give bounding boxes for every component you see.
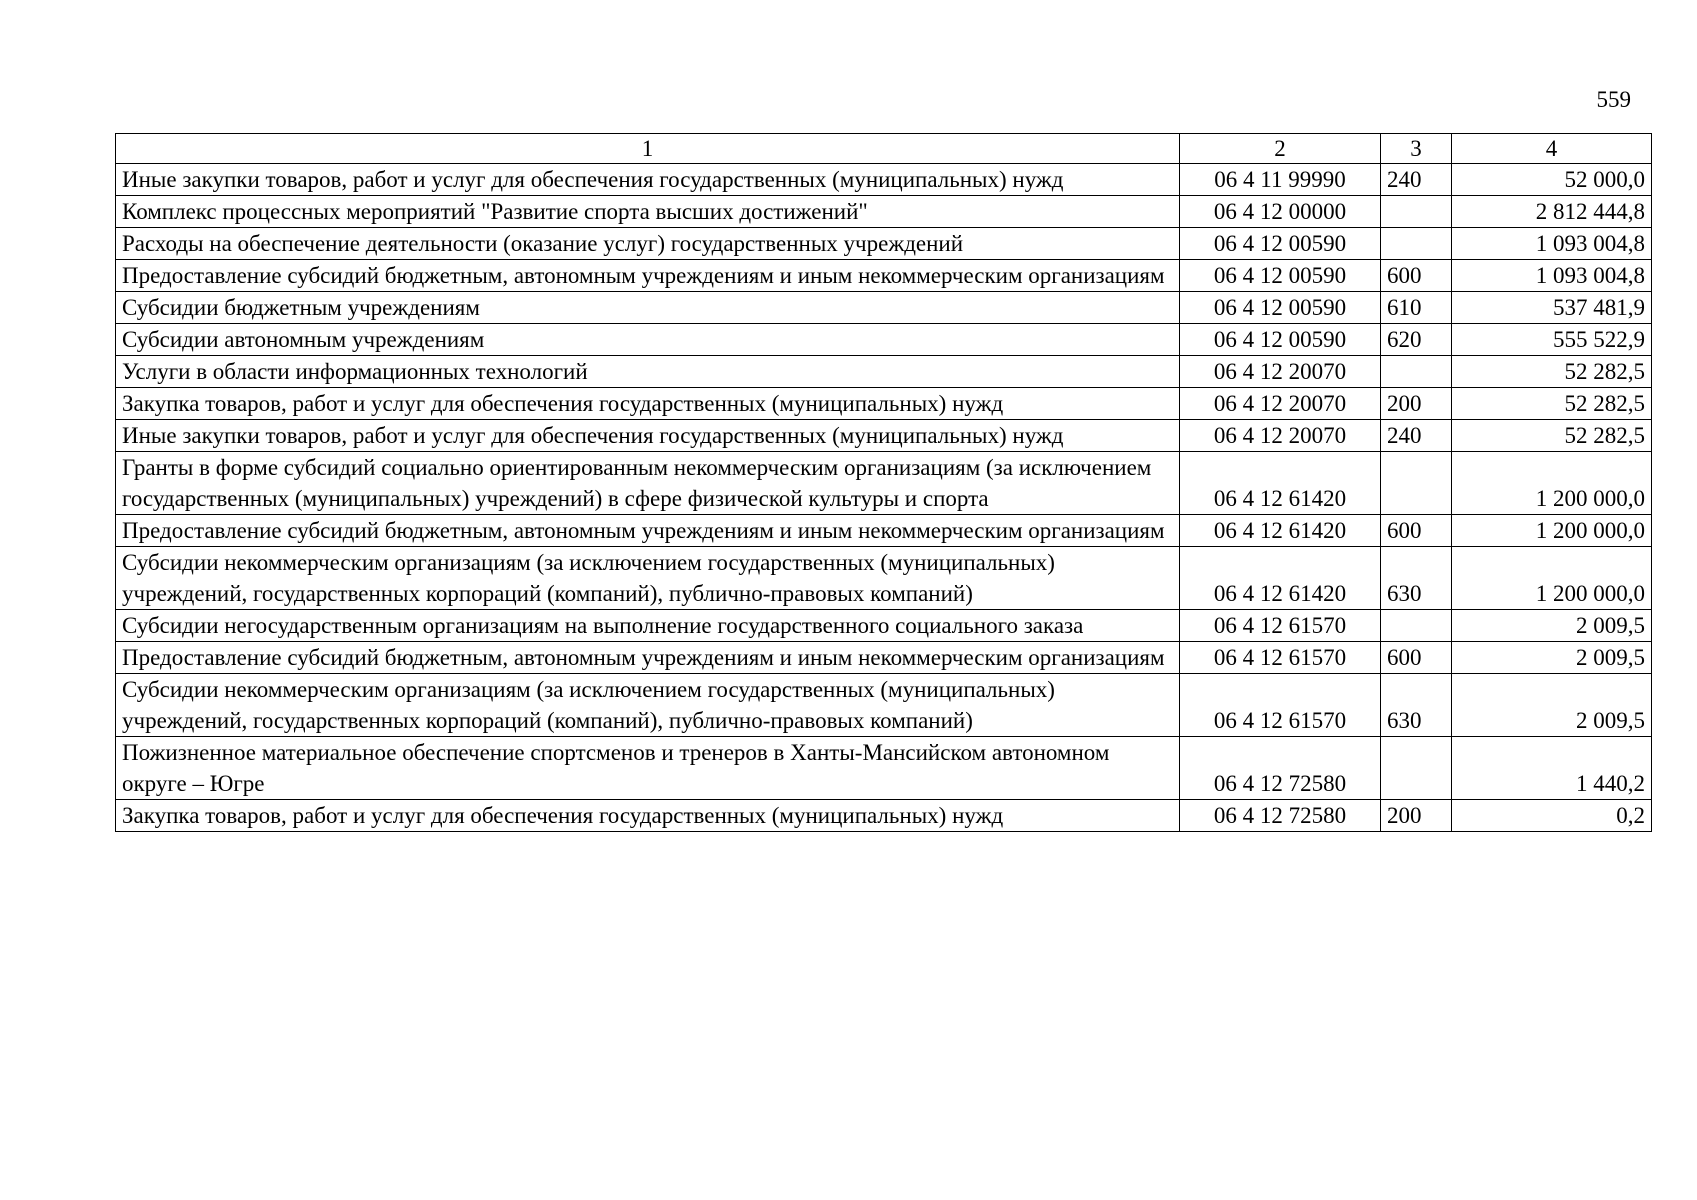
header-row [116,134,1652,164]
table-row [116,196,1652,228]
row-amount-cell: 52 282,5 [1452,356,1652,388]
row-amount-cell: 52 282,5 [1452,388,1652,420]
table-row [116,228,1652,260]
table-body [116,164,1652,832]
row-name-cell: Гранты в форме субсидий социально ориентированным некоммерческим организациям (за исключением государственных (муниципальных) учреждений) в сфере физической культуры и спорта [116,452,1180,515]
header-col-1: 1 [116,134,1180,164]
row-amount-cell: 52 000,0 [1452,164,1652,196]
table-row [116,388,1652,420]
row-code-cell: 06 4 12 00590 [1180,324,1381,356]
row-code-cell: 06 4 12 00590 [1180,292,1381,324]
row-kvr-cell [1381,452,1452,515]
row-amount-cell: 1 093 004,8 [1452,260,1652,292]
row-name-cell: Услуги в области информационных технологий [116,356,1180,388]
table-row [116,356,1652,388]
row-kvr-cell: 610 [1381,292,1452,324]
header-col-2: 2 [1180,134,1381,164]
row-amount-cell: 2 009,5 [1452,642,1652,674]
header-col-4: 4 [1452,134,1652,164]
row-name-cell: Комплекс процессных мероприятий "Развитие спорта высших достижений" [116,196,1180,228]
table-row [116,452,1652,515]
row-kvr-cell: 200 [1381,800,1452,832]
row-code-cell: 06 4 12 61570 [1180,610,1381,642]
row-name-cell: Закупка товаров, работ и услуг для обеспечения государственных (муниципальных) нужд [116,800,1180,832]
row-code-cell: 06 4 12 72580 [1180,800,1381,832]
row-name-cell: Предоставление субсидий бюджетным, автономным учреждениям и иным некоммерческим организациям [116,260,1180,292]
row-code-cell: 06 4 12 61420 [1180,452,1381,515]
row-code-cell: 06 4 12 61420 [1180,547,1381,610]
row-amount-cell: 2 009,5 [1452,610,1652,642]
row-amount-cell: 1 200 000,0 [1452,452,1652,515]
row-code-cell: 06 4 12 20070 [1180,420,1381,452]
row-code-cell: 06 4 12 00000 [1180,196,1381,228]
row-name-cell: Субсидии бюджетным учреждениям [116,292,1180,324]
row-amount-cell: 0,2 [1452,800,1652,832]
row-name-cell: Предоставление субсидий бюджетным, автономным учреждениям и иным некоммерческим организациям [116,515,1180,547]
row-name-cell: Субсидии негосударственным организациям на выполнение государственного социального заказа [116,610,1180,642]
row-code-cell: 06 4 12 72580 [1180,737,1381,800]
row-code-cell: 06 4 12 20070 [1180,356,1381,388]
row-code-cell: 06 4 12 00590 [1180,228,1381,260]
table-row [116,642,1652,674]
row-amount-cell: 2 009,5 [1452,674,1652,737]
row-amount-cell: 1 440,2 [1452,737,1652,800]
table-row [116,515,1652,547]
row-name-cell: Иные закупки товаров, работ и услуг для обеспечения государственных (муниципальных) нужд [116,164,1180,196]
row-name-cell: Закупка товаров, работ и услуг для обеспечения государственных (муниципальных) нужд [116,388,1180,420]
row-kvr-cell: 600 [1381,260,1452,292]
row-kvr-cell: 240 [1381,164,1452,196]
row-amount-cell: 1 200 000,0 [1452,547,1652,610]
row-name-cell: Субсидии автономным учреждениям [116,324,1180,356]
table-header [116,134,1652,164]
table-row [116,420,1652,452]
table-row [116,674,1652,737]
row-kvr-cell [1381,228,1452,260]
table-row [116,800,1652,832]
row-kvr-cell: 630 [1381,674,1452,737]
row-name-cell: Иные закупки товаров, работ и услуг для обеспечения государственных (муниципальных) нужд [116,420,1180,452]
budget-table [115,133,1652,832]
row-name-cell: Расходы на обеспечение деятельности (оказание услуг) государственных учреждений [116,228,1180,260]
row-kvr-cell: 600 [1381,642,1452,674]
row-amount-cell: 2 812 444,8 [1452,196,1652,228]
row-kvr-cell: 630 [1381,547,1452,610]
row-amount-cell: 52 282,5 [1452,420,1652,452]
row-code-cell: 06 4 12 61570 [1180,674,1381,737]
row-code-cell: 06 4 12 61570 [1180,642,1381,674]
row-code-cell: 06 4 12 61420 [1180,515,1381,547]
row-kvr-cell: 600 [1381,515,1452,547]
table-row [116,292,1652,324]
row-name-cell: Субсидии некоммерческим организациям (за исключением государственных (муниципальных) учреждений, государственных корпораций (компаний), публично-правовых компаний) [116,547,1180,610]
row-amount-cell: 1 093 004,8 [1452,228,1652,260]
row-kvr-cell [1381,196,1452,228]
row-kvr-cell: 200 [1381,388,1452,420]
row-amount-cell: 537 481,9 [1452,292,1652,324]
row-code-cell: 06 4 11 99990 [1180,164,1381,196]
row-name-cell: Субсидии некоммерческим организациям (за исключением государственных (муниципальных) учреждений, государственных корпораций (компаний), публично-правовых компаний) [116,674,1180,737]
table-row [116,610,1652,642]
table-row [116,164,1652,196]
row-kvr-cell: 240 [1381,420,1452,452]
table-row [116,260,1652,292]
row-kvr-cell [1381,737,1452,800]
row-name-cell: Предоставление субсидий бюджетным, автономным учреждениям и иным некоммерческим организациям [116,642,1180,674]
row-code-cell: 06 4 12 20070 [1180,388,1381,420]
row-name-cell: Пожизненное материальное обеспечение спортсменов и тренеров в Ханты-Мансийском автономном округе – Югре [116,737,1180,800]
table-row [116,324,1652,356]
row-code-cell: 06 4 12 00590 [1180,260,1381,292]
row-kvr-cell [1381,610,1452,642]
header-col-3: 3 [1381,134,1452,164]
row-kvr-cell [1381,356,1452,388]
row-kvr-cell: 620 [1381,324,1452,356]
table-row [116,737,1652,800]
row-amount-cell: 555 522,9 [1452,324,1652,356]
row-amount-cell: 1 200 000,0 [1452,515,1652,547]
page-number: 559 [1596,87,1631,112]
table-row [116,547,1652,610]
